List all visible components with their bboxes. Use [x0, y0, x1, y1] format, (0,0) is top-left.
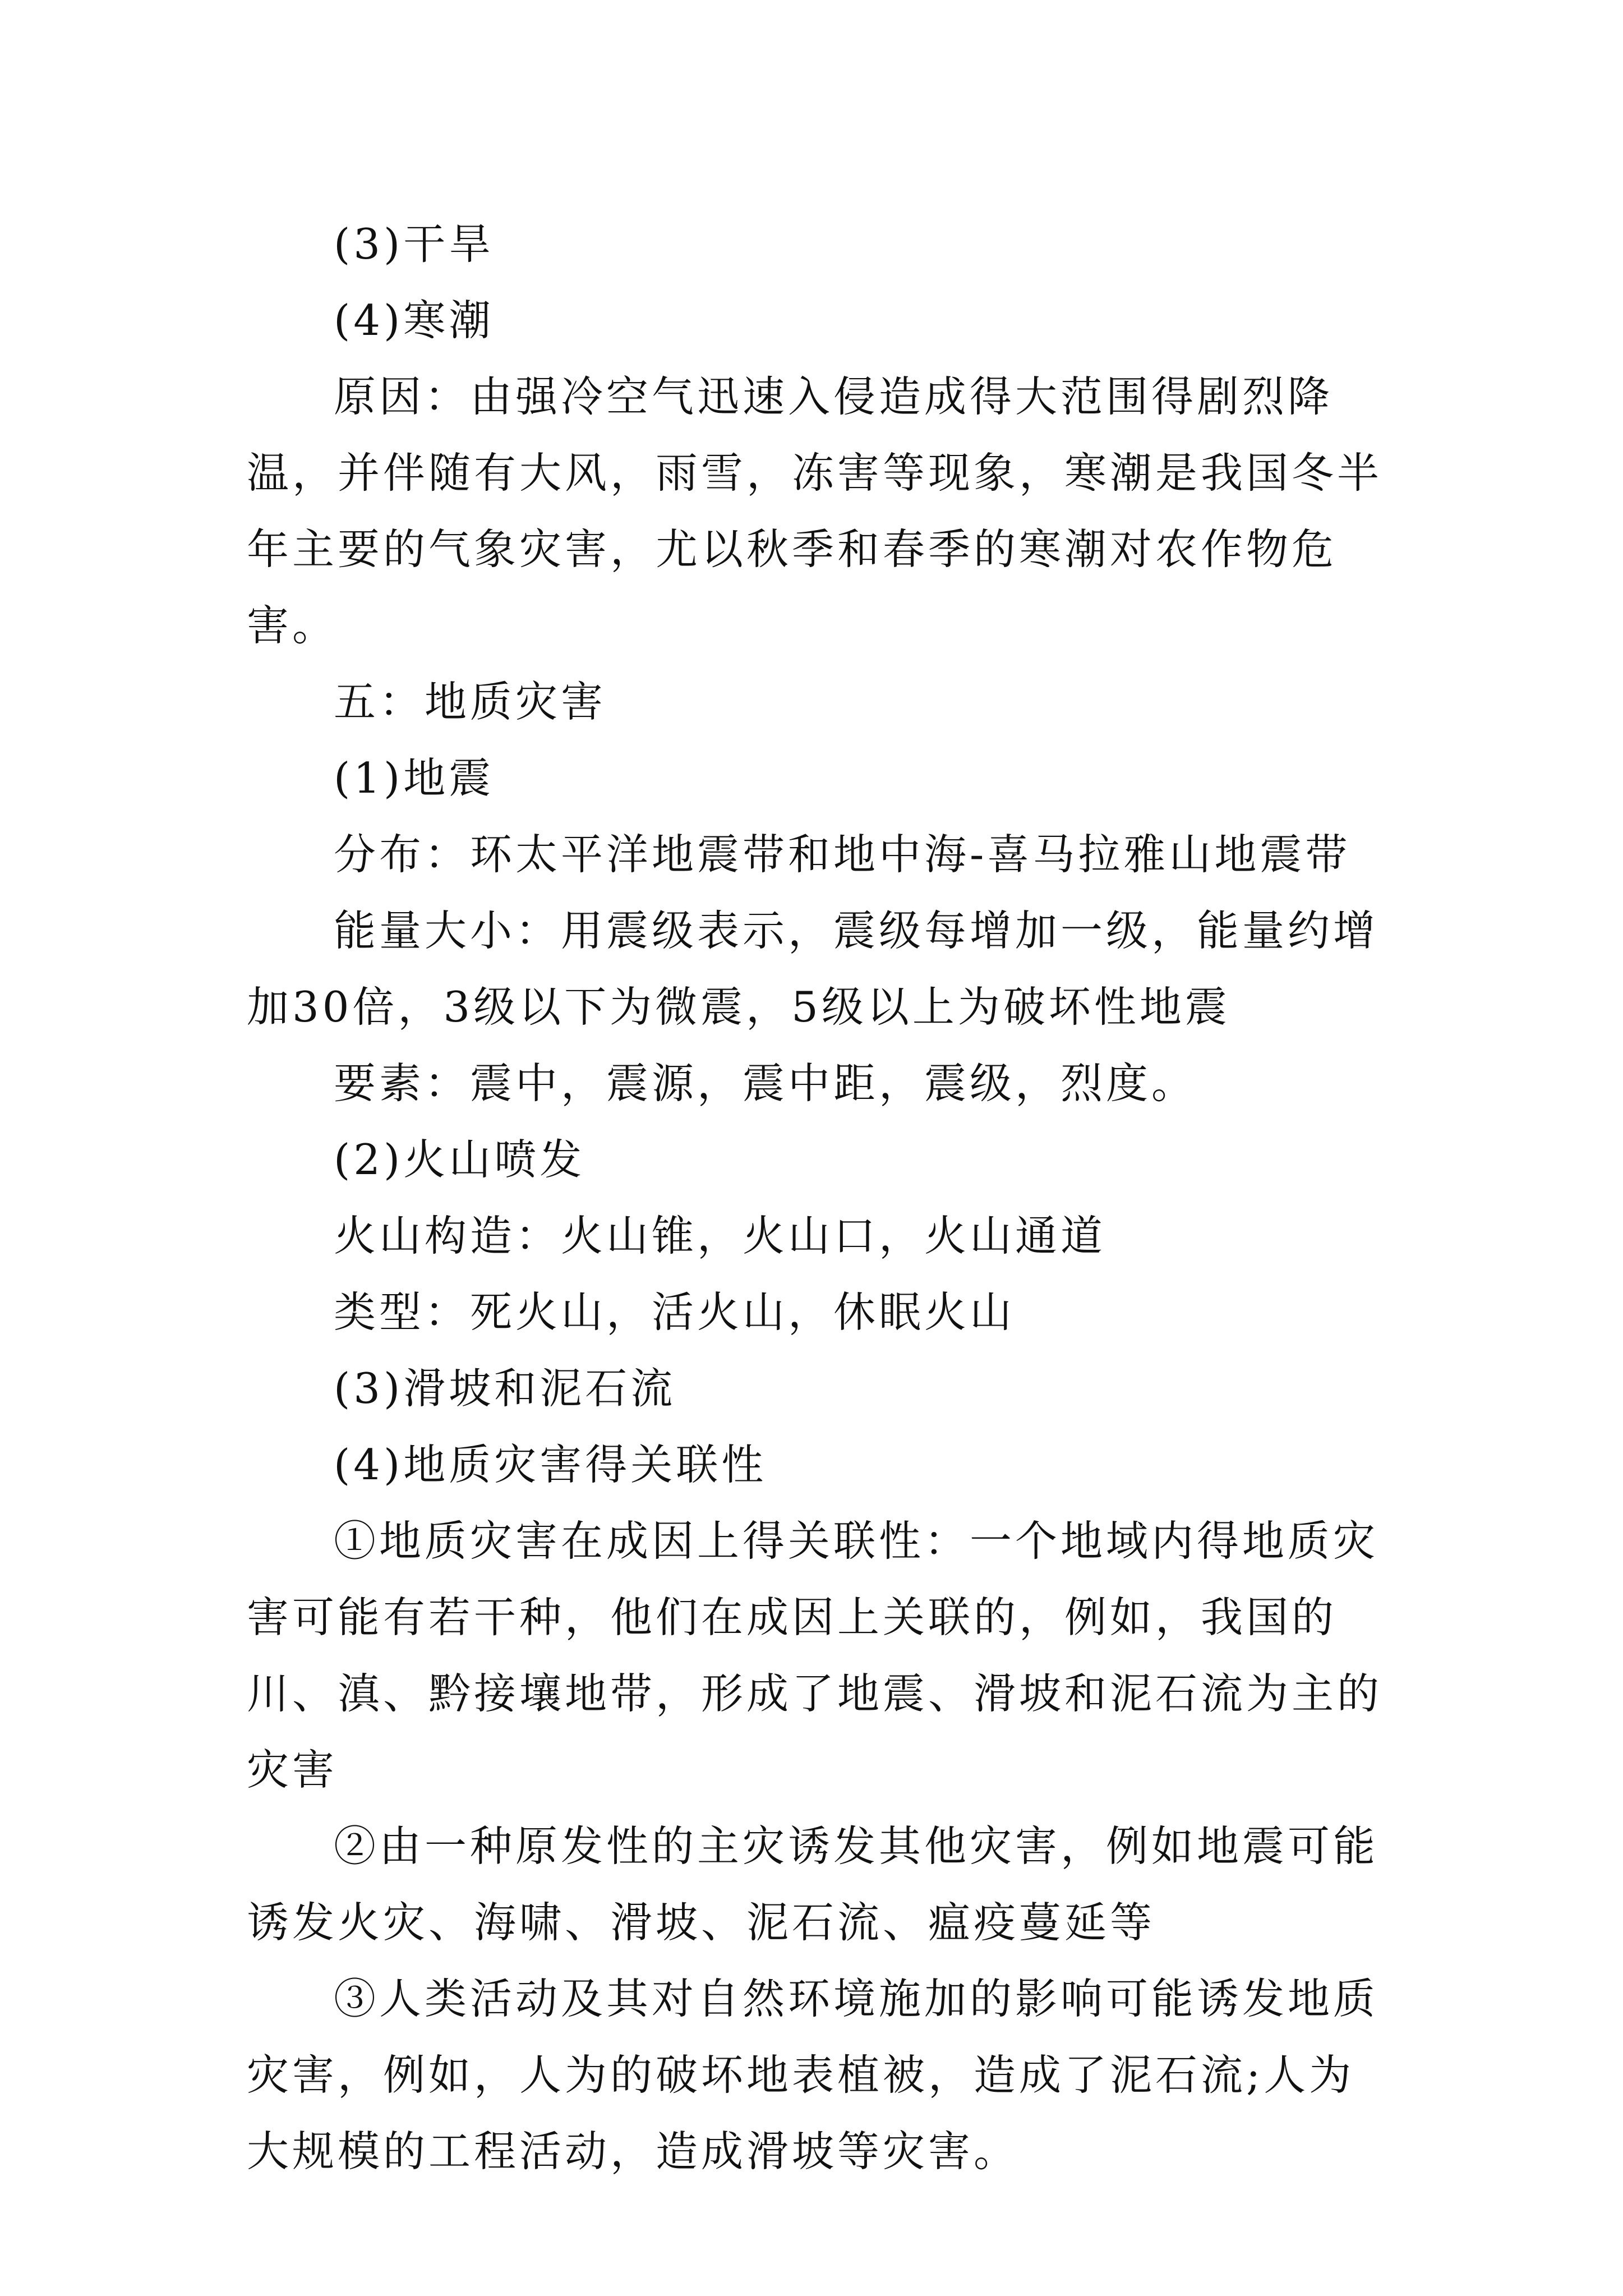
paragraph-volcano-structure: 火山构造：火山锥，火山口，火山通道 — [334, 1211, 1106, 1260]
paragraph-volcano: (2)火山喷发 — [334, 1135, 585, 1184]
section-heading-geological-disasters: 五：地质灾害 — [334, 677, 607, 726]
paragraph-volcano-types: 类型：死火山，活火山，休眠火山 — [334, 1287, 1016, 1337]
paragraph-landslide-debris-flow: (3)滑坡和泥石流 — [334, 1364, 676, 1413]
document-body — [247, 206, 1385, 2189]
paragraph-earthquake-energy: 能量大小：用震级表示，震级每增加一级，能量约增加30倍，3级以下为微震，5级以上为破坏性地震 — [247, 906, 1379, 1032]
paragraph-earthquake-distribution: 分布：环太平洋地震带和地中海-喜马拉雅山地震带 — [334, 830, 1351, 879]
paragraph-cold-wave: (4)寒潮 — [334, 296, 495, 345]
paragraph-earthquake: (1)地震 — [334, 753, 495, 803]
paragraph-earthquake-elements: 要素：震中，震源，震中距，震级，烈度。 — [334, 1059, 1197, 1108]
paragraph-disaster-relevance: (4)地质灾害得关联性 — [334, 1440, 767, 1489]
paragraph-relevance-point-2: ②由一种原发性的主灾诱发其他灾害，例如地震可能诱发火灾、海啸、滑坡、泥石流、瘟疫蔓延等 — [247, 1821, 1379, 1947]
paragraph-relevance-point-3: ③人类活动及其对自然环境施加的影响可能诱发地质灾害，例如，人为的破坏地表植被，造成了泥石流;人为大规模的工程活动，造成滑坡等灾害。 — [247, 1974, 1379, 2176]
paragraph-cold-wave-cause: 原因：由强冷空气迅速入侵造成得大范围得剧烈降温，并伴随有大风，雨雪，冻害等现象，寒潮是我国冬半年主要的气象灾害，尤以秋季和春季的寒潮对农作物危害。 — [247, 372, 1383, 650]
paragraph-relevance-point-1: ①地质灾害在成因上得关联性：一个地域内得地质灾害可能有若干种，他们在成因上关联的，例如，我国的川、滇、黔接壤地带，形成了地震、滑坡和泥石流为主的灾害 — [247, 1516, 1383, 1795]
paragraph-drought: (3)干旱 — [334, 219, 495, 269]
